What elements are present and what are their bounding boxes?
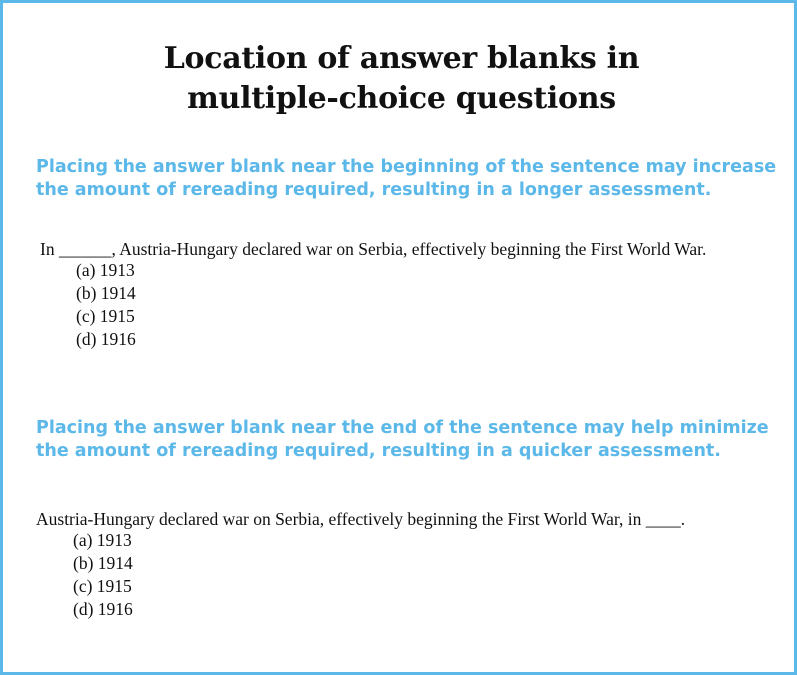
title-line-1: Location of answer blanks in — [163, 41, 640, 76]
answer-options-2 — [73, 529, 133, 621]
answer-options-1 — [76, 259, 136, 351]
option-a: (a) 1913 — [73, 530, 132, 550]
option-c: (c) 1915 — [76, 306, 135, 326]
option-d: (d) 1916 — [73, 599, 133, 619]
option-b: (b) 1914 — [76, 283, 136, 303]
option-a: (a) 1913 — [76, 260, 135, 280]
question-stem-beginning: In ______, Austria-Hungary declared war on Serbia, effectively beginning the First World War. — [40, 239, 707, 259]
tip-beginning-blank — [36, 156, 776, 202]
question-stem-end: Austria-Hungary declared war on Serbia, effectively beginning the First World War, in ____. — [36, 509, 686, 529]
tip-line-2: the amount of rereading required, resulting in a longer assessment. — [36, 180, 712, 200]
page-title — [3, 39, 797, 119]
title-line-2: multiple-choice questions — [187, 81, 616, 116]
option-c: (c) 1915 — [73, 576, 132, 596]
option-d: (d) 1916 — [76, 329, 136, 349]
tip-line-1: Placing the answer blank near the beginning of the sentence may increase — [36, 157, 777, 177]
option-b: (b) 1914 — [73, 553, 133, 573]
tip-line-2: the amount of rereading required, resulting in a quicker assessment. — [36, 441, 721, 461]
tip-line-1: Placing the answer blank near the end of the sentence may help minimize — [36, 418, 769, 438]
tip-end-blank — [36, 417, 769, 463]
